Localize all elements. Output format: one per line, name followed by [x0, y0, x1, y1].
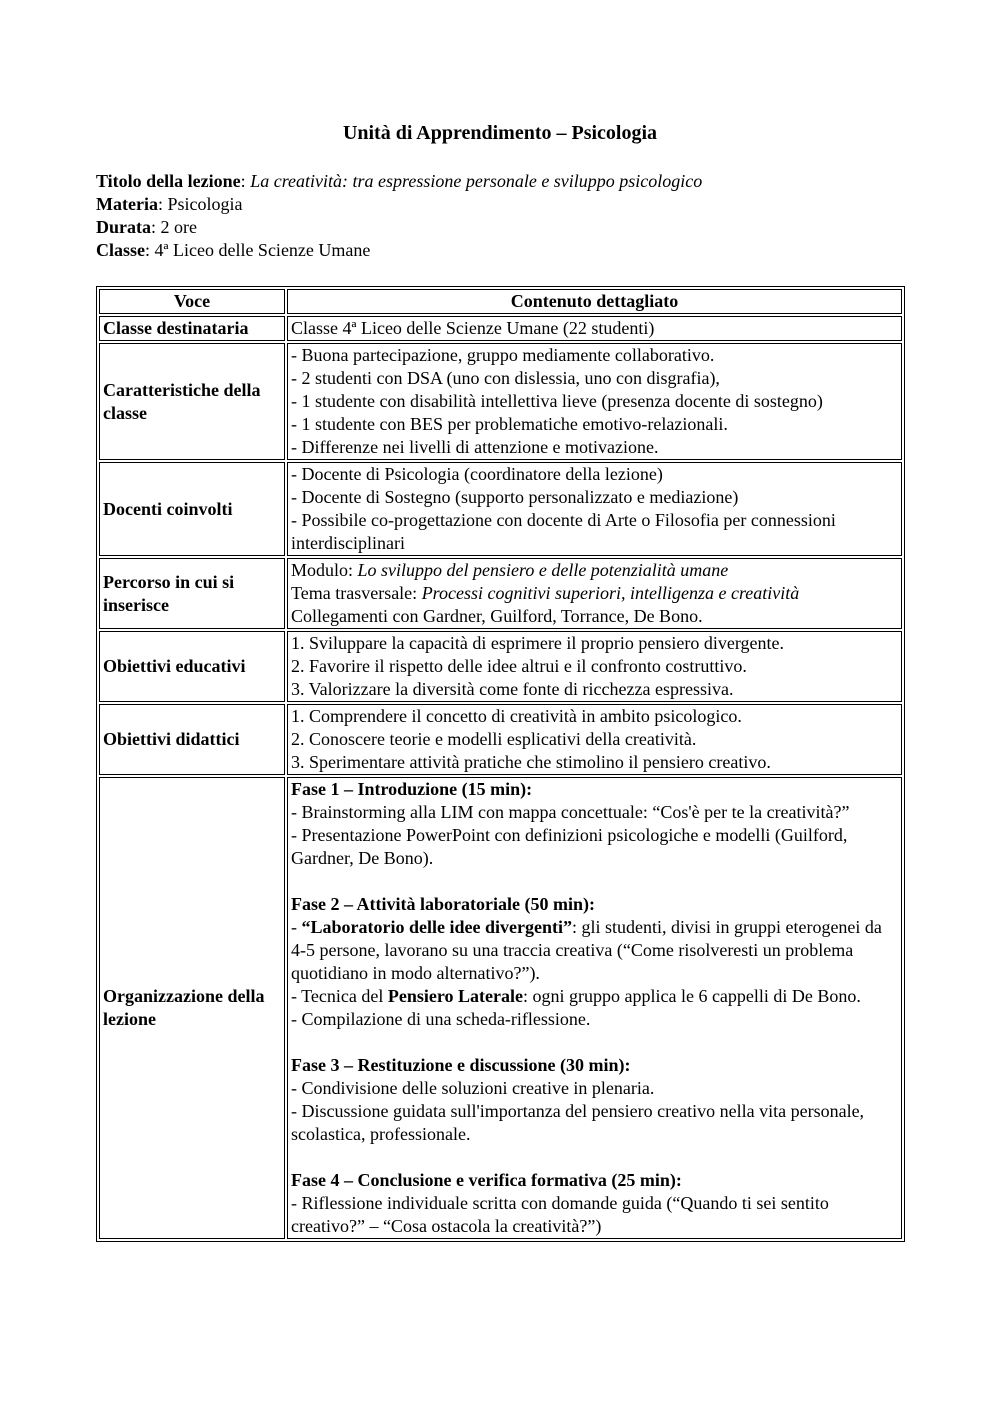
content-line — [291, 582, 898, 605]
row-content — [287, 704, 902, 775]
lesson-meta — [96, 170, 702, 262]
page-title: Unità di Apprendimento – Psicologia — [342, 122, 658, 144]
content-line: - Docente di Psicologia (coordinatore della lezione) — [291, 464, 663, 484]
content-italic: Processi cognitivi superiori, intelligenza e creatività — [421, 583, 800, 603]
content-line: - Compilazione di una scheda-riflessione. — [291, 1009, 591, 1029]
table-row — [99, 462, 902, 556]
row-label: Docenti coinvolti — [99, 462, 285, 556]
column-header-voce: Voce — [99, 289, 285, 314]
meta-value: La creatività: tra espressione personale e sviluppo psicologico — [250, 171, 703, 191]
content-line: 3. Sperimentare attività pratiche che stimolino il pensiero creativo. — [291, 752, 771, 772]
row-label: Organizzazione della lezione — [99, 777, 285, 1239]
content-line: Collegamenti con Gardner, Guilford, Torrance, De Bono. — [291, 606, 703, 626]
content-line: - Buona partecipazione, gruppo mediamente collaborativo. — [291, 345, 715, 365]
table-row — [99, 316, 902, 341]
content-line: - Condivisione delle soluzioni creative in plenaria. — [291, 1078, 655, 1098]
phase-title: Fase 2 – Attività laboratoriale (50 min): — [291, 894, 595, 914]
table-header-row — [99, 289, 902, 314]
spacer — [291, 870, 898, 893]
meta-label: Titolo della lezione — [96, 171, 241, 191]
content-line: - Presentazione PowerPoint con definizioni psicologiche e modelli (Guilford, Gardner, De Bono). — [291, 825, 848, 868]
content-prefix: - — [291, 917, 302, 937]
content-line: - Docente di Sostegno (supporto personalizzato e mediazione) — [291, 487, 739, 507]
row-label: Classe destinataria — [99, 316, 285, 341]
content-line: - Discussione guidata sull'importanza del pensiero creativo nella vita personale, scolastica, professionale. — [291, 1101, 865, 1144]
table-row — [99, 558, 902, 629]
meta-lesson-title: Titolo della lezione: La creatività: tra espressione personale e sviluppo psicologico — [96, 171, 703, 191]
content-line — [291, 559, 898, 582]
phase-title: Fase 3 – Restituzione e discussione (30 min): — [291, 1055, 631, 1075]
content-line: - Differenze nei livelli di attenzione e motivazione. — [291, 437, 659, 457]
row-content — [287, 631, 902, 702]
content-line: - 1 studente con disabilità intellettiva lieve (presenza docente di sostegno) — [291, 391, 823, 411]
content-italic: Lo sviluppo del pensiero e delle potenzialità umane — [357, 560, 729, 580]
meta-label: Classe — [96, 240, 145, 260]
row-label: Obiettivi didattici — [99, 704, 285, 775]
lesson-table — [96, 286, 905, 1242]
meta-class: Classe: 4ª Liceo delle Scienze Umane — [96, 240, 371, 260]
row-label: Percorso in cui si inserisce — [99, 558, 285, 629]
content-line — [291, 985, 898, 1008]
content-bold: “Laboratorio delle idee divergenti” — [301, 917, 572, 937]
content-line: 3. Valorizzare la diversità come fonte di ricchezza espressiva. — [291, 679, 734, 699]
table-row — [99, 777, 902, 1239]
meta-duration: Durata: 2 ore — [96, 217, 197, 237]
content-rest: : gli studenti, divisi in gruppi eterogenei da 4-5 persone, lavorano su una traccia creativa (“Come risolveresti un problema quotidiano in modo alternativo?”). — [291, 917, 882, 983]
meta-value: 2 ore — [160, 217, 197, 237]
content-prefix: Tema trasversale: — [291, 583, 422, 603]
content-line: 2. Favorire il rispetto delle idee altrui e il confronto costruttivo. — [291, 656, 747, 676]
row-content: Classe 4ª Liceo delle Scienze Umane (22 studenti) — [287, 316, 902, 341]
meta-label: Durata — [96, 217, 151, 237]
phase-title: Fase 4 – Conclusione e verifica formativa (25 min): — [291, 1170, 682, 1190]
content-line: 1. Sviluppare la capacità di esprimere il proprio pensiero divergente. — [291, 633, 784, 653]
spacer — [291, 1031, 898, 1054]
content-line: - Possibile co-progettazione con docente di Arte o Filosofia per connessioni interdisciplinari — [291, 510, 836, 553]
content-prefix: Modulo: — [291, 560, 358, 580]
meta-value: Psicologia — [167, 194, 243, 214]
content-line: - 2 studenti con DSA (uno con dislessia, uno con disgrafia), — [291, 368, 720, 388]
table-row — [99, 704, 902, 775]
content-line: 1. Comprendere il concetto di creatività in ambito psicologico. — [291, 706, 742, 726]
meta-subject: Materia: Psicologia — [96, 194, 243, 214]
row-content — [287, 777, 902, 1239]
row-label: Obiettivi educativi — [99, 631, 285, 702]
table-row — [99, 343, 902, 460]
meta-value: 4ª Liceo delle Scienze Umane — [154, 240, 371, 260]
content-rest: : ogni gruppo applica le 6 cappelli di De Bono. — [522, 986, 861, 1006]
row-content — [287, 343, 902, 460]
content-line — [291, 916, 898, 985]
spacer — [291, 1146, 898, 1169]
content-line: - 1 studente con BES per problematiche emotivo-relazionali. — [291, 414, 728, 434]
table-row — [99, 631, 902, 702]
row-label: Caratteristiche della classe — [99, 343, 285, 460]
row-content — [287, 558, 902, 629]
column-header-contenuto: Contenuto dettagliato — [287, 289, 902, 314]
content-line: - Riflessione individuale scritta con domande guida (“Quando ti sei sentito creativo?” – “Cosa ostacola la creatività?”) — [291, 1193, 829, 1236]
content-prefix: - Tecnica del — [291, 986, 388, 1006]
meta-label: Materia — [96, 194, 158, 214]
content-line: 2. Conoscere teorie e modelli esplicativi della creatività. — [291, 729, 697, 749]
row-content — [287, 462, 902, 556]
phase-title: Fase 1 – Introduzione (15 min): — [291, 779, 533, 799]
content-bold: Pensiero Laterale — [387, 986, 523, 1006]
content-line: - Brainstorming alla LIM con mappa concettuale: “Cos'è per te la creatività?” — [291, 802, 850, 822]
